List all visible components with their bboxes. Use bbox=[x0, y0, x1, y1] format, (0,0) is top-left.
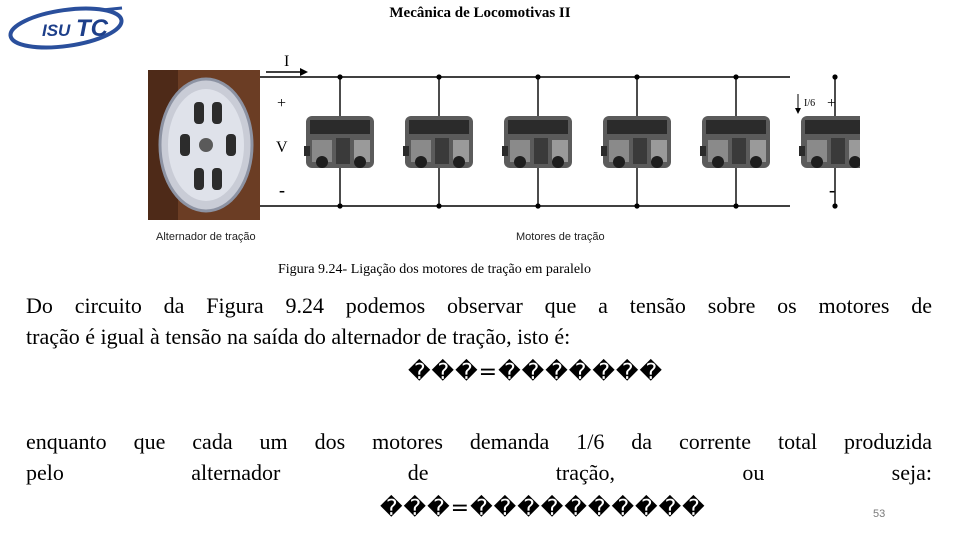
traction-motor bbox=[304, 116, 374, 168]
node-top bbox=[436, 74, 441, 79]
node-bottom bbox=[832, 203, 837, 208]
paragraph-2-line-1: enquanto que cada um dos motores demanda 1/6 da corrente total produzida bbox=[26, 429, 932, 454]
paragraph-1 bbox=[26, 290, 932, 352]
page-number: 53 bbox=[873, 508, 886, 520]
voltage-left: V bbox=[276, 139, 288, 156]
paragraph-1-line-2: tração é igual à tensão na saída do alternador de tração, isto é: bbox=[26, 324, 571, 349]
minus-left: - bbox=[279, 180, 285, 200]
svg-text:ISU: ISU bbox=[42, 21, 71, 40]
paragraph-2-line-2: pelo alternador de tração, ou seja: bbox=[26, 460, 932, 485]
node-top bbox=[337, 74, 342, 79]
current-fraction-label: I/6 bbox=[804, 98, 816, 109]
node-top bbox=[832, 74, 837, 79]
paragraph-1-line-1: Do circuito da Figura 9.24 podemos observar que a tensão sobre os motores de bbox=[26, 293, 932, 318]
svg-text:TC: TC bbox=[76, 15, 108, 42]
figure-caption: Figura 9.24- Ligação dos motores de tração em paralelo bbox=[278, 262, 591, 277]
node-top bbox=[733, 74, 738, 79]
plus-right: + bbox=[827, 95, 837, 112]
node-top bbox=[535, 74, 540, 79]
minus-right: - bbox=[829, 180, 835, 200]
node-bottom bbox=[733, 203, 738, 208]
node-bottom bbox=[337, 203, 342, 208]
node-bottom bbox=[436, 203, 441, 208]
traction-motor bbox=[700, 116, 770, 168]
motors-label: Motores de tração bbox=[516, 231, 605, 243]
current-label: I bbox=[284, 53, 290, 70]
traction-motor bbox=[799, 116, 860, 168]
plus-left: + bbox=[277, 95, 287, 112]
node-bottom bbox=[634, 203, 639, 208]
page-title: Mecânica de Locomotivas II bbox=[389, 5, 571, 21]
node-top bbox=[634, 74, 639, 79]
traction-motor bbox=[601, 116, 671, 168]
traction-motor bbox=[403, 116, 473, 168]
alternator-label: Alternador de tração bbox=[156, 231, 256, 243]
parallel-motors-diagram bbox=[140, 44, 860, 250]
motors-group bbox=[304, 74, 860, 208]
paragraph-2 bbox=[26, 426, 932, 488]
formula-current: ���=���������� bbox=[380, 496, 706, 521]
traction-motor bbox=[502, 116, 572, 168]
alternator-image bbox=[148, 70, 260, 220]
formula-voltage: ���=������� bbox=[408, 360, 664, 385]
node-bottom bbox=[535, 203, 540, 208]
